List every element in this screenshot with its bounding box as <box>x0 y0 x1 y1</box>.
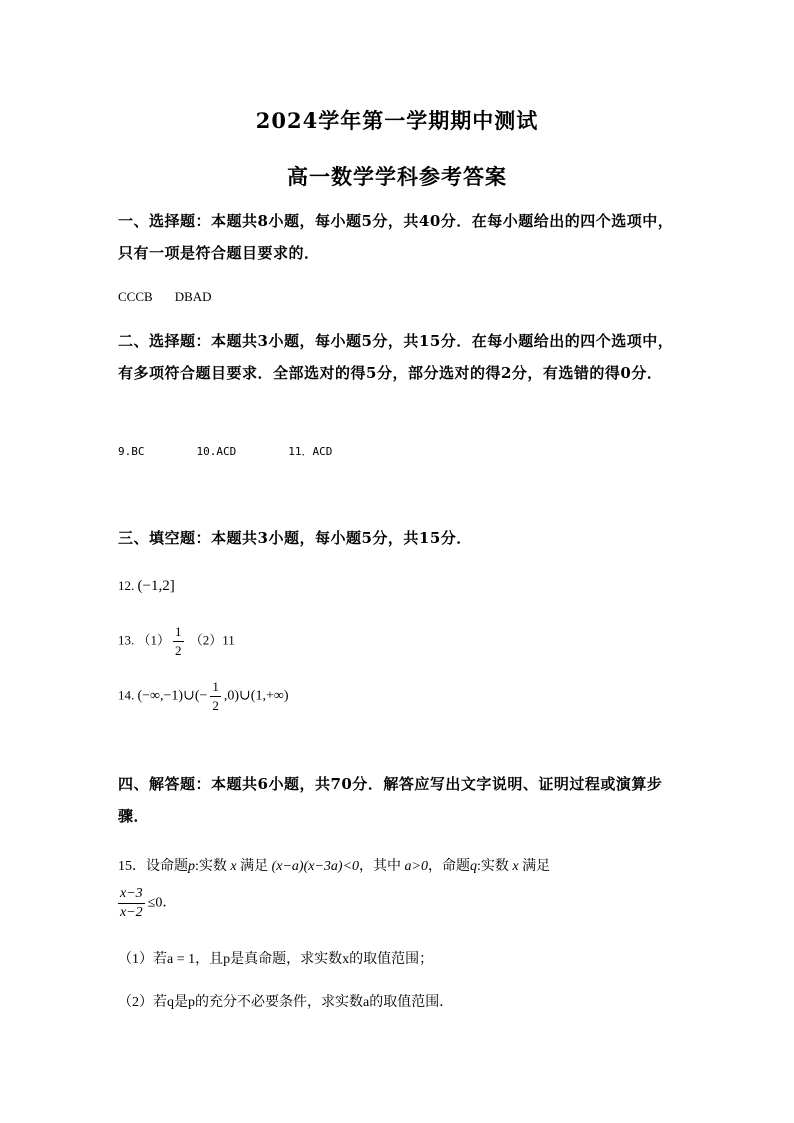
answer-10: 10.ACD <box>196 445 237 458</box>
answer-12-interval: (−1,2] <box>137 578 175 594</box>
q15-line2: $\frac{x-3}{x-2}$ ≤0． <box>120 886 177 920</box>
page-subtitle: 高一数学学科参考答案 <box>287 164 507 189</box>
section1-heading: 一、选择题：本题共8小题，每小题5分，共40分．在每小题给出的四个选项中，只有一项是符合题目要求的． <box>118 212 674 262</box>
answers-5-8: DBAD <box>174 289 212 304</box>
section3-heading: 三、填空题：本题共3小题，每小题5分，共15分． <box>118 529 472 547</box>
answer-12: 12. (−1,2] <box>118 578 175 594</box>
q15-inequality: (x−a)(x−3a)<0 <box>271 859 360 874</box>
q15-sub2: （2）若q是p的充分不必要条件，求实数a的取值范围． <box>118 995 454 1010</box>
section2-heading: 二、选择题：本题共3小题，每小题5分，共15分．在每小题给出的四个选项中，有多项符合题目要求．全部选对的得5分，部分选对的得2分，有选错的得0分． <box>118 332 674 382</box>
q15-fraction: $\frac{x-3}{x-2}$ <box>120 886 143 920</box>
fraction-one-half: $\frac{1}{2}$ <box>175 624 182 658</box>
q15-sub1: （1）若a = 1，且p是真命题，求实数x的取值范围； <box>118 952 434 967</box>
section2-answers <box>118 443 332 459</box>
answers-1-4: CCCB <box>118 289 153 304</box>
section4-heading: 四、解答题：本题共6小题，共70分．解答应写出文字说明、证明过程或演算步骤． <box>118 775 663 825</box>
answer-13: 13. （1） $\frac{1}{2}$ （2）11 <box>118 624 235 658</box>
section1-answers <box>118 289 212 305</box>
page-title: 2024学年第一学期期中测试 <box>255 108 539 133</box>
q15-line1: 15．设命题p:实数 x 满足 (x−a)(x−3a)<0，其中 a>0，命题q:实数 x 满足 <box>118 859 551 874</box>
fraction-one-half: $\frac{1}{2}$ <box>212 679 219 713</box>
answer-9: 9.BC <box>118 445 145 458</box>
answer-14: 14. (−∞,−1)∪(− $\frac{1}{2}$ ,0)∪(1,+∞) <box>118 679 289 713</box>
answer-11: 11．ACD <box>288 445 333 458</box>
